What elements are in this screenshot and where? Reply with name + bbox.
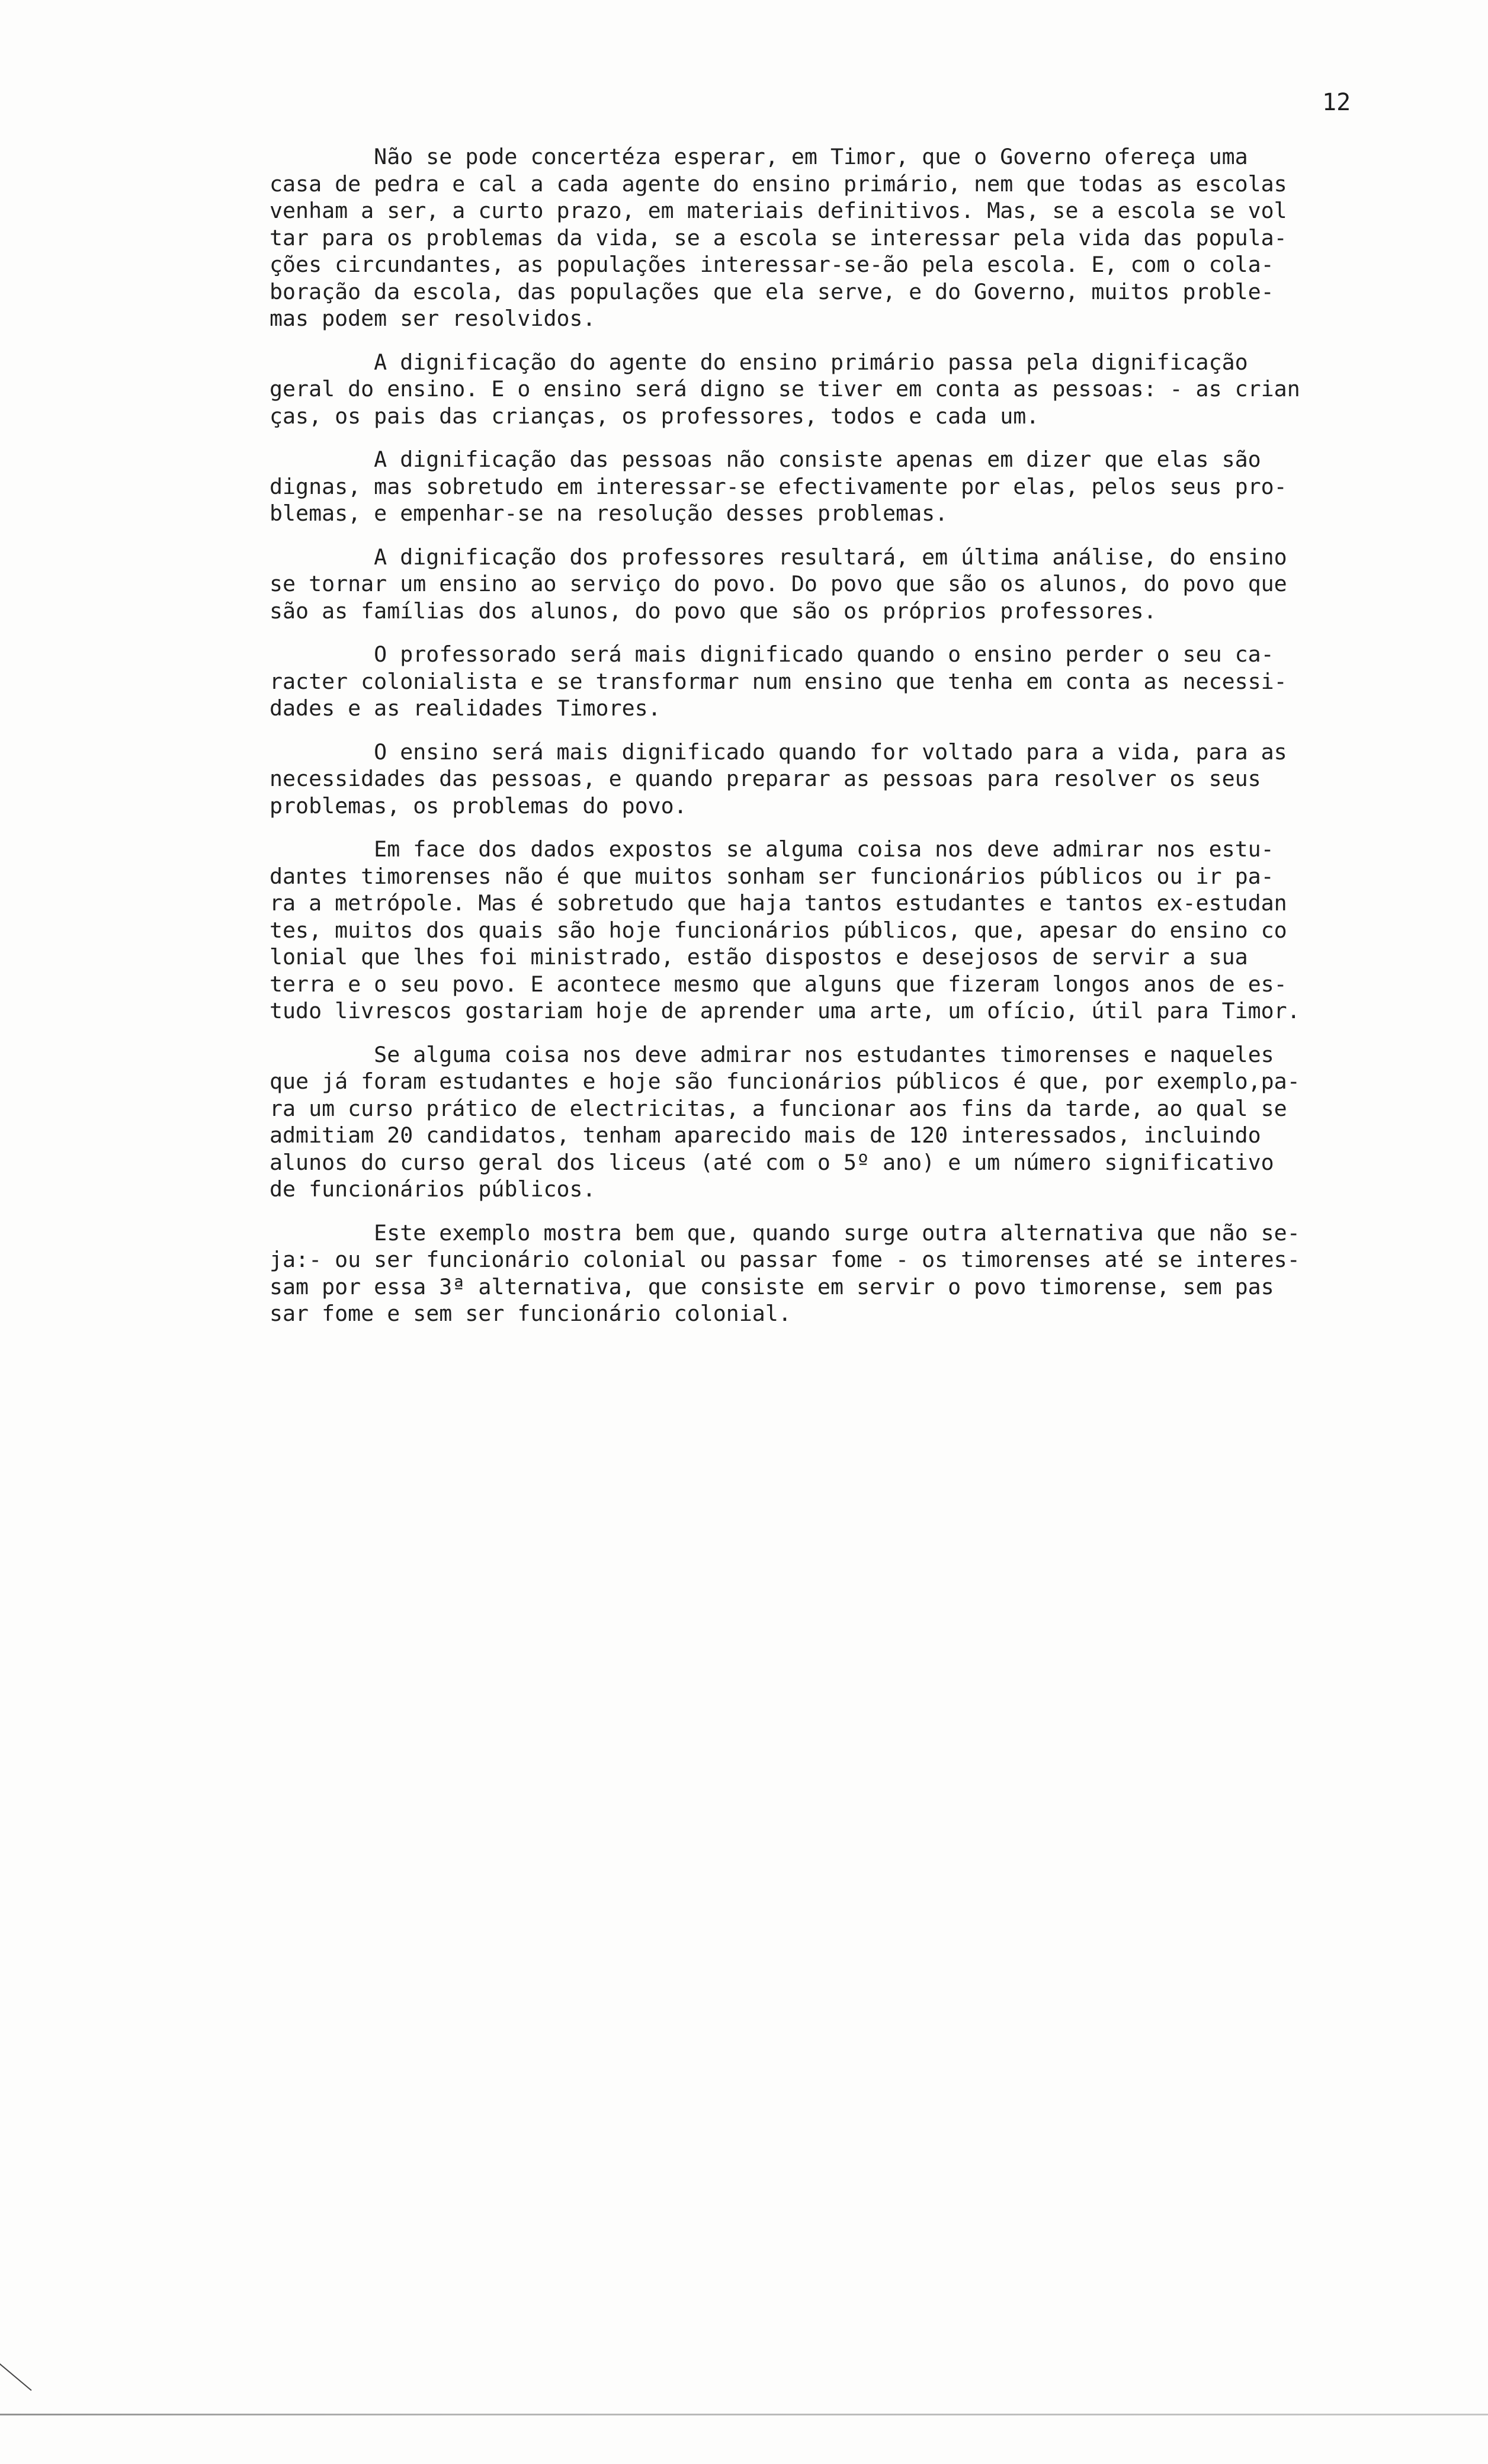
page-number: 12 [1322,89,1351,116]
text-line: racter colonialista e se transformar num ensino que tenha em conta as necessi- [270,668,1287,694]
text-line: tes, muitos dos quais são hoje funcionários públicos, que, apesar do ensino co [270,917,1287,943]
text-line: ções circundantes, as populações interessar-se-ão pela escola. E, com o cola- [270,252,1274,277]
text-line: que já foram estudantes e hoje são funcionários públicos é que, por exemplo,pa- [270,1069,1300,1094]
paragraph [270,1041,1395,1203]
paragraph [270,1220,1395,1327]
text-line: são as famílias dos alunos, do povo que são os próprios professores. [270,598,1157,624]
text-line: tar para os problemas da vida, se a escola se interessar pela vida das popula- [270,224,1287,251]
text-line: Este exemplo mostra bem que, quando surge outra alternativa que não se- [270,1220,1300,1246]
paragraph [270,544,1395,625]
text-line: sam por essa 3ª alternativa, que consiste em servir o povo timorense, sem pas [270,1273,1274,1300]
paragraph [270,446,1395,527]
text-line: blemas, e empenhar-se na resolução desses problemas. [270,500,948,526]
text-line: A dignificação do agente do ensino primário passa pela dignificação [270,349,1248,375]
text-line: dades e as realidades Timores. [270,695,661,721]
text-line: ra um curso prático de electricitas, a funcionar aos fins da tarde, ao qual se [270,1095,1287,1121]
text-line: admitiam 20 candidatos, tenham aparecido mais de 120 interessados, incluindo [270,1122,1261,1148]
text-line: Em face dos dados expostos se alguma coisa nos deve admirar nos estu- [270,836,1274,862]
text-line: boração da escola, das populações que ela serve, e do Governo, muitos proble- [270,278,1274,304]
text-line: dantes timorenses não é que muitos sonham ser funcionários públicos ou ir pa- [270,863,1274,889]
text-line: mas podem ser resolvidos. [270,306,596,331]
text-line: A dignificação das pessoas não consiste apenas em dizer que elas são [270,447,1261,472]
text-line: ja:- ou ser funcionário colonial ou passar fome - os timorenses até se interes- [270,1247,1300,1272]
paragraph [270,836,1395,1025]
body-text [270,143,1395,1344]
text-line: tudo livrescos gostariam hoje de aprender uma arte, um ofício, útil para Timor. [270,998,1300,1024]
text-line: Não se pode concertéza esperar, em Timor, que o Governo ofereça uma [270,144,1248,169]
text-line: de funcionários públicos. [270,1176,596,1202]
text-line: problemas, os problemas do povo. [270,793,687,819]
text-line: O ensino será mais dignificado quando for voltado para a vida, para as [270,739,1287,765]
text-line: ças, os pais das crianças, os professores, todos e cada um. [270,403,1040,429]
text-line: casa de pedra e cal a cada agente do ensino primário, nem que todas as escolas [270,171,1287,197]
text-line: sar fome e sem ser funcionário colonial. [270,1301,791,1326]
text-line: venham a ser, a curto prazo, em materiais definitivos. Mas, se a escola se vol [270,198,1287,223]
text-line: geral do ensino. E o ensino será digno se tiver em conta as pessoas: - as crian [270,376,1300,402]
paragraph [270,143,1395,332]
text-line: alunos do curso geral dos liceus (até com o 5º ano) e um número significativo [270,1149,1274,1175]
text-line: A dignificação dos professores resultará, em última análise, do ensino [270,544,1287,570]
text-line: se tornar um ensino ao serviço do povo. Do povo que são os alunos, do povo que [270,571,1287,596]
scan-bottom-edge [0,2414,1488,2415]
text-line: lonial que lhes foi ministrado, estão dispostos e desejosos de servir a sua [270,944,1248,970]
text-line: terra e o seu povo. E acontece mesmo que alguns que fizeram longos anos de es- [270,971,1287,997]
scan-corner-mark [0,2363,32,2391]
text-line: Se alguma coisa nos deve admirar nos estudantes timorenses e naqueles [270,1041,1274,1067]
paragraph [270,349,1395,430]
text-line: O professorado será mais dignificado quando o ensino perder o seu ca- [270,641,1274,667]
text-line: dignas, mas sobretudo em interessar-se efectivamente por elas, pelos seus pro- [270,473,1287,499]
paragraph [270,641,1395,722]
text-line: ra a metrópole. Mas é sobretudo que haja tantos estudantes e tantos ex-estudan [270,890,1287,916]
text-line: necessidades das pessoas, e quando preparar as pessoas para resolver os seus [270,766,1261,791]
paragraph [270,739,1395,820]
